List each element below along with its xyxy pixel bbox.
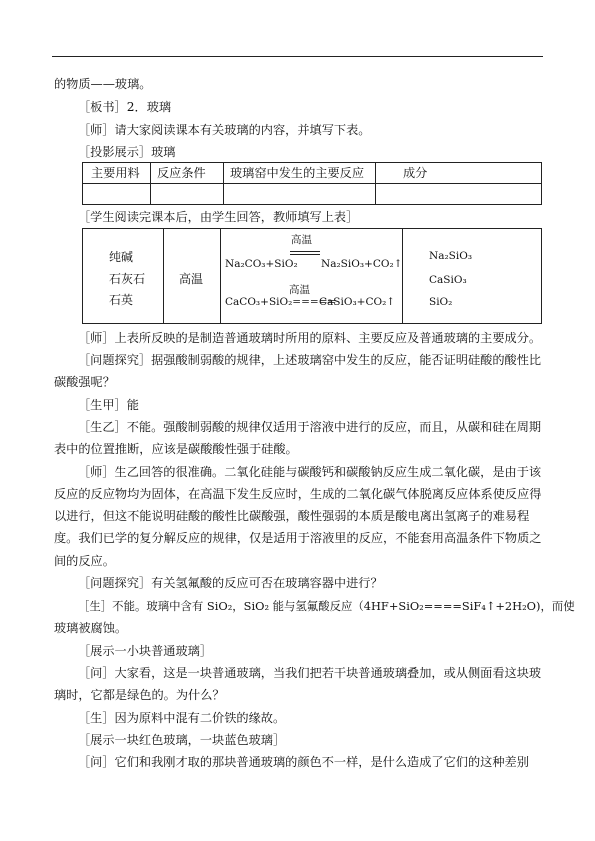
text-line: 以进行，但这不能说明硅酸的酸性比碳酸强，酸性强弱的本质是酸电离出氢离子的难易程	[54, 509, 530, 523]
text-line: 反应的反应物均为固体，在高温下发生反应时，生成的二氧化碳气体脱离反应体系使反应得	[54, 487, 542, 501]
text-line: 玻璃被腐蚀。	[54, 621, 128, 635]
component: CaSiO₃	[429, 274, 467, 286]
eq1-equals	[290, 251, 320, 255]
text-line: 璃时，它都是绿色的。为什么？	[54, 688, 225, 702]
material: 纯碱	[109, 250, 134, 264]
glass-table-empty	[82, 162, 542, 205]
text-line: 间的反应。	[54, 554, 115, 568]
eq2-left: CaCO₃+SiO₂=====	[225, 296, 337, 308]
text-line: ［师］上表所反映的是制造普通玻璃时所用的原料、主要反应及普通玻璃的主要成分。	[78, 331, 542, 345]
component: Na₂SiO₃	[429, 250, 473, 262]
text-line: ［展示一块红色玻璃，一块蓝色玻璃］	[78, 733, 286, 747]
text-line: ［问］它们和我刚才取的那块普通玻璃的颜色不一样，是什么造成了它们的这种差别	[78, 755, 529, 769]
table-header: 反应条件	[157, 166, 206, 180]
eq2-right: CaSiO₃+CO₂↑	[319, 296, 396, 308]
text-line: ［生乙］不能。强酸制弱酸的规律仅适用于溶液中进行的反应，而且，从碳和硅在周期	[78, 420, 542, 434]
text-line: ［问］大家看，这是一块普通玻璃，当我们把若干块普通玻璃叠加，或从侧面看这块玻	[78, 666, 542, 680]
reaction-condition: 高温	[179, 272, 204, 286]
text-line: 度。我们已学的复分解反应的规律，仅是适用于溶液里的反应，不能套用高温条件下物质之	[54, 531, 542, 545]
text-line: ［板书］2．玻璃	[78, 100, 172, 114]
text-line: ［师］请大家阅读课本有关玻璃的内容，并填写下表。	[78, 123, 371, 137]
text-line: ［投影展示］玻璃	[78, 145, 176, 159]
glass-table-filled	[82, 228, 542, 324]
table-header: 主要用料	[91, 166, 140, 180]
text-line: 碳酸强呢？	[54, 375, 115, 389]
text-line: ［学生阅读完课本后，由学生回答，教师填写上表］	[78, 210, 359, 224]
eq1-left: Na₂CO₃+SiO₂	[225, 258, 298, 270]
text-line: ［师］生乙回答的很准确。二氧化硅能与碳酸钙和碳酸钠反应生成二氧化碳，是由于该	[78, 465, 542, 479]
text-line: ［问题探究］有关氢氟酸的反应可否在玻璃容器中进行？	[78, 576, 383, 590]
text-line: ［生甲］能	[78, 398, 139, 412]
text-line: 表中的位置推断，应该是碳酸酸性强于硅酸。	[54, 442, 298, 456]
material: 石英	[109, 293, 134, 307]
text-line: 的物质——玻璃。	[54, 77, 152, 91]
component: SiO₂	[429, 296, 453, 308]
table-header: 玻璃窑中发生的主要反应	[230, 166, 365, 180]
table-header: 成分	[403, 166, 428, 180]
text-line: ［展示一小块普通玻璃］	[78, 644, 213, 658]
text-line: ［生］不能。玻璃中含有 SiO₂，SiO₂ 能与氢氟酸反应（4HF+SiO₂====SiF₄↑+2H₂O)，而使	[78, 599, 575, 613]
text-line: ［问题探究］据强酸制弱酸的规律，上述玻璃窑中发生的反应，能否证明硅酸的酸性比	[78, 353, 542, 367]
eq1-condition: 高温	[291, 234, 312, 246]
text-line: ［生］因为原料中混有二价铁的缘故。	[78, 711, 286, 725]
header-rule	[52, 56, 543, 57]
material: 石灰石	[109, 272, 146, 286]
eq2-condition: 高温	[289, 284, 310, 296]
eq1-right: Na₂SiO₃+CO₂↑	[321, 258, 403, 270]
